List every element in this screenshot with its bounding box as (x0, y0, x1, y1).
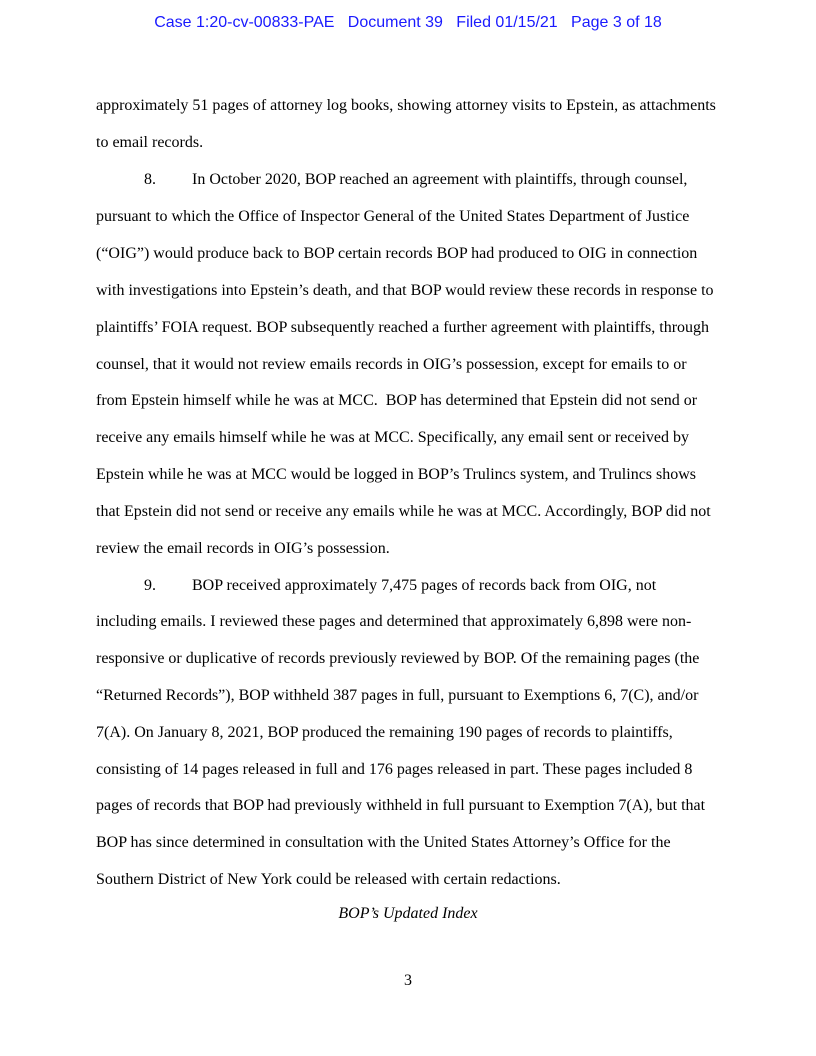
paragraph-first-line: In October 2020, BOP reached an agreement with plaintiffs, through counsel, (192, 171, 688, 188)
page-indicator: Page 3 of 18 (571, 14, 662, 31)
page-number: 3 (404, 972, 412, 989)
paragraph-number: 8. (144, 171, 156, 188)
case-header (0, 14, 816, 32)
body-line: approximately 51 pages of attorney log books, showing attorney visits to Epstein, as attachments (96, 97, 716, 114)
body-line: Southern District of New York could be released with certain redactions. (96, 871, 561, 888)
section-heading: BOP’s Updated Index (338, 905, 478, 922)
filed-date: Filed 01/15/21 (456, 14, 558, 31)
body-line: that Epstein did not send or receive any emails while he was at MCC. Accordingly, BOP did not (96, 503, 711, 520)
body-line: including emails. I reviewed these pages and determined that approximately 6,898 were non- (96, 613, 692, 630)
body-line: pages of records that BOP had previously withheld in full pursuant to Exemption 7(A), but that (96, 797, 706, 814)
body-line: Epstein while he was at MCC would be logged in BOP’s Trulincs system, and Trulincs shows (96, 466, 697, 483)
body-line: review the email records in OIG’s possession. (96, 540, 390, 557)
case-number: Case 1:20-cv-00833-PAE (154, 14, 335, 31)
body-line: BOP has since determined in consultation with the United States Attorney’s Office for the (96, 834, 671, 851)
body-line: responsive or duplicative of records previously reviewed by BOP. Of the remaining pages (the (96, 650, 700, 667)
body-line: pursuant to which the Office of Inspector General of the United States Department of Justice (96, 208, 690, 225)
paragraph-number: 9. (144, 577, 156, 594)
body-line: (“OIG”) would produce back to BOP certain records BOP had produced to OIG in connection (96, 245, 698, 262)
body-line: “Returned Records”), BOP withheld 387 pages in full, pursuant to Exemptions 6, 7(C), and/or (96, 687, 699, 704)
body-line: from Epstein himself while he was at MCC. BOP has determined that Epstein did not send or (96, 392, 698, 409)
body-line: to email records. (96, 134, 204, 151)
body-line: plaintiffs’ FOIA request. BOP subsequently reached a further agreement with plaintiffs, through (96, 319, 710, 336)
body-line: counsel, that it would not review emails records in OIG’s possession, except for emails to or (96, 356, 687, 373)
body-line: 7(A). On January 8, 2021, BOP produced the remaining 190 pages of records to plaintiffs, (96, 724, 673, 741)
body-line: receive any emails himself while he was at MCC. Specifically, any email sent or received by (96, 429, 689, 446)
body-line: consisting of 14 pages released in full and 176 pages released in part. These pages included 8 (96, 761, 693, 778)
document-number: Document 39 (347, 14, 443, 31)
paragraph-first-line: BOP received approximately 7,475 pages of records back from OIG, not (192, 577, 657, 594)
body-line: with investigations into Epstein’s death, and that BOP would review these records in response to (96, 282, 714, 299)
